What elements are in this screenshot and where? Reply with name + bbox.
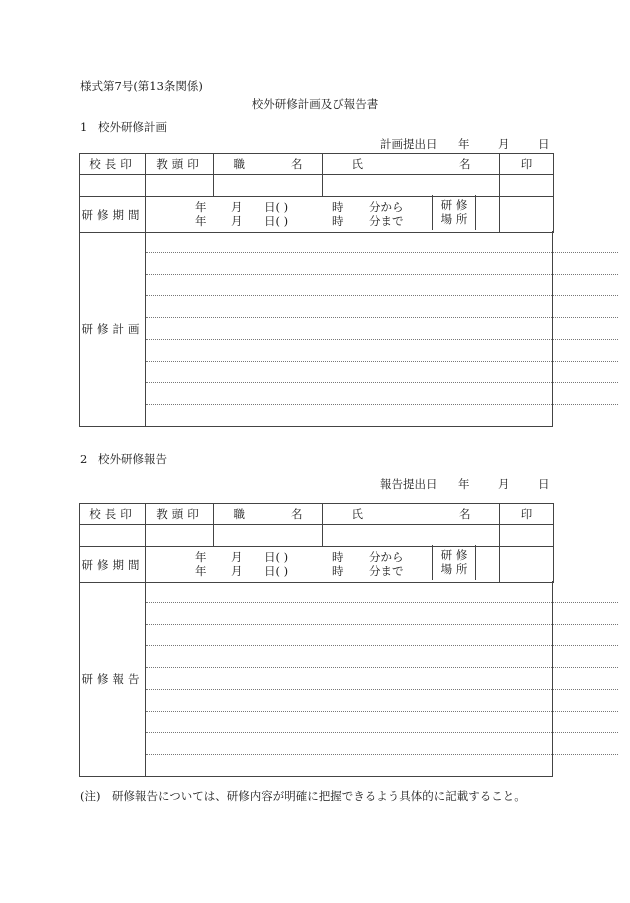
report-label: 研修報告 bbox=[80, 581, 146, 776]
report-position-field[interactable] bbox=[214, 525, 323, 547]
plan-date-month: 月 bbox=[498, 137, 510, 151]
report-position-char1: 職 bbox=[233, 507, 245, 521]
position-header-char1: 職 bbox=[233, 157, 245, 171]
plan-body bbox=[79, 231, 553, 427]
name-header bbox=[323, 154, 500, 175]
report-to-month: 月 bbox=[231, 564, 243, 578]
report-date-day: 日 bbox=[538, 477, 550, 491]
place-label-line2: 場 所 bbox=[440, 212, 468, 226]
report-period-to-line bbox=[195, 565, 404, 578]
name-field[interactable] bbox=[323, 175, 500, 197]
period-label: 研修期間 bbox=[80, 197, 146, 233]
plan-date-year: 年 bbox=[458, 137, 470, 151]
report-period-from-line bbox=[195, 551, 404, 564]
place-label bbox=[433, 195, 475, 226]
plan-form-table bbox=[79, 153, 554, 233]
plan-date-label: 計画提出日 bbox=[380, 137, 438, 151]
report-place-label bbox=[433, 545, 475, 576]
report-name-header bbox=[323, 504, 500, 525]
to-month: 月 bbox=[231, 214, 243, 228]
name-header-char1: 氏 bbox=[351, 157, 363, 171]
report-period-label: 研修期間 bbox=[80, 547, 146, 583]
report-date-month: 月 bbox=[498, 477, 510, 491]
report-text-area[interactable] bbox=[146, 581, 618, 776]
report-place-label-box bbox=[432, 545, 476, 580]
footnote: (注) 研修報告については、研修内容が明確に把握できるよう具体的に記載すること。 bbox=[80, 789, 526, 803]
report-to-day: 日( ) bbox=[264, 564, 289, 578]
section1-title: 校外研修計画 bbox=[98, 120, 167, 134]
plan-date-day: 日 bbox=[538, 137, 550, 151]
report-place-label-line1: 研 修 bbox=[440, 548, 468, 562]
report-submission-date bbox=[380, 476, 550, 492]
place-label-line1: 研 修 bbox=[440, 198, 468, 212]
to-day: 日( ) bbox=[264, 214, 289, 228]
section2-number: 2 bbox=[80, 452, 88, 466]
report-seal-field[interactable] bbox=[500, 525, 554, 547]
plan-text-area[interactable] bbox=[146, 231, 618, 426]
report-place-label-line2: 場 所 bbox=[440, 562, 468, 576]
from-day: 日( ) bbox=[264, 200, 289, 214]
report-form-table bbox=[79, 503, 554, 583]
report-vice-principal-seal-header: 教頭印 bbox=[146, 504, 214, 525]
report-position-header bbox=[214, 504, 323, 525]
report-name-field[interactable] bbox=[323, 525, 500, 547]
vice-principal-seal-field[interactable] bbox=[146, 175, 214, 197]
to-hour: 時 bbox=[332, 214, 344, 228]
report-from-year: 年 bbox=[195, 550, 207, 564]
report-date-year: 年 bbox=[458, 477, 470, 491]
section2-title: 校外研修報告 bbox=[98, 452, 167, 466]
position-header bbox=[214, 154, 323, 175]
section2-heading bbox=[80, 451, 167, 467]
section1-heading bbox=[80, 119, 167, 135]
report-to-hour: 時 bbox=[332, 564, 344, 578]
report-name-char2: 名 bbox=[459, 507, 471, 521]
vice-principal-seal-header: 教頭印 bbox=[146, 154, 214, 175]
period-to-line bbox=[195, 215, 404, 228]
report-from-day: 日( ) bbox=[264, 550, 289, 564]
report-from-minute: 分から bbox=[369, 550, 404, 564]
principal-seal-header: 校長印 bbox=[80, 154, 146, 175]
report-body bbox=[79, 581, 553, 777]
period-from-line bbox=[195, 201, 404, 214]
position-field[interactable] bbox=[214, 175, 323, 197]
to-year: 年 bbox=[195, 214, 207, 228]
plan-submission-date bbox=[380, 136, 550, 152]
document-title: 校外研修計画及び報告書 bbox=[251, 97, 379, 111]
report-vice-principal-seal-field[interactable] bbox=[146, 525, 214, 547]
place-cell bbox=[500, 197, 554, 233]
from-month: 月 bbox=[231, 200, 243, 214]
plan-label: 研修計画 bbox=[80, 231, 146, 426]
principal-seal-field[interactable] bbox=[80, 175, 146, 197]
from-minute: 分から bbox=[369, 200, 404, 214]
report-date-label: 報告提出日 bbox=[380, 477, 438, 491]
report-from-hour: 時 bbox=[332, 550, 344, 564]
name-header-char2: 名 bbox=[459, 157, 471, 171]
report-to-minute: 分まで bbox=[369, 564, 404, 578]
report-name-char1: 氏 bbox=[351, 507, 363, 521]
from-year: 年 bbox=[195, 200, 207, 214]
section1-number: 1 bbox=[80, 120, 88, 134]
from-hour: 時 bbox=[332, 200, 344, 214]
seal-header: 印 bbox=[500, 154, 554, 175]
to-minute: 分まで bbox=[369, 214, 404, 228]
report-principal-seal-header: 校長印 bbox=[80, 504, 146, 525]
position-header-char2: 名 bbox=[291, 157, 303, 171]
place-label-box bbox=[432, 195, 476, 230]
report-to-year: 年 bbox=[195, 564, 207, 578]
seal-field[interactable] bbox=[500, 175, 554, 197]
report-from-month: 月 bbox=[231, 550, 243, 564]
report-position-char2: 名 bbox=[291, 507, 303, 521]
form-number-label: 様式第7号(第13条関係) bbox=[80, 79, 203, 93]
report-seal-header: 印 bbox=[500, 504, 554, 525]
report-place-cell bbox=[500, 547, 554, 583]
report-principal-seal-field[interactable] bbox=[80, 525, 146, 547]
